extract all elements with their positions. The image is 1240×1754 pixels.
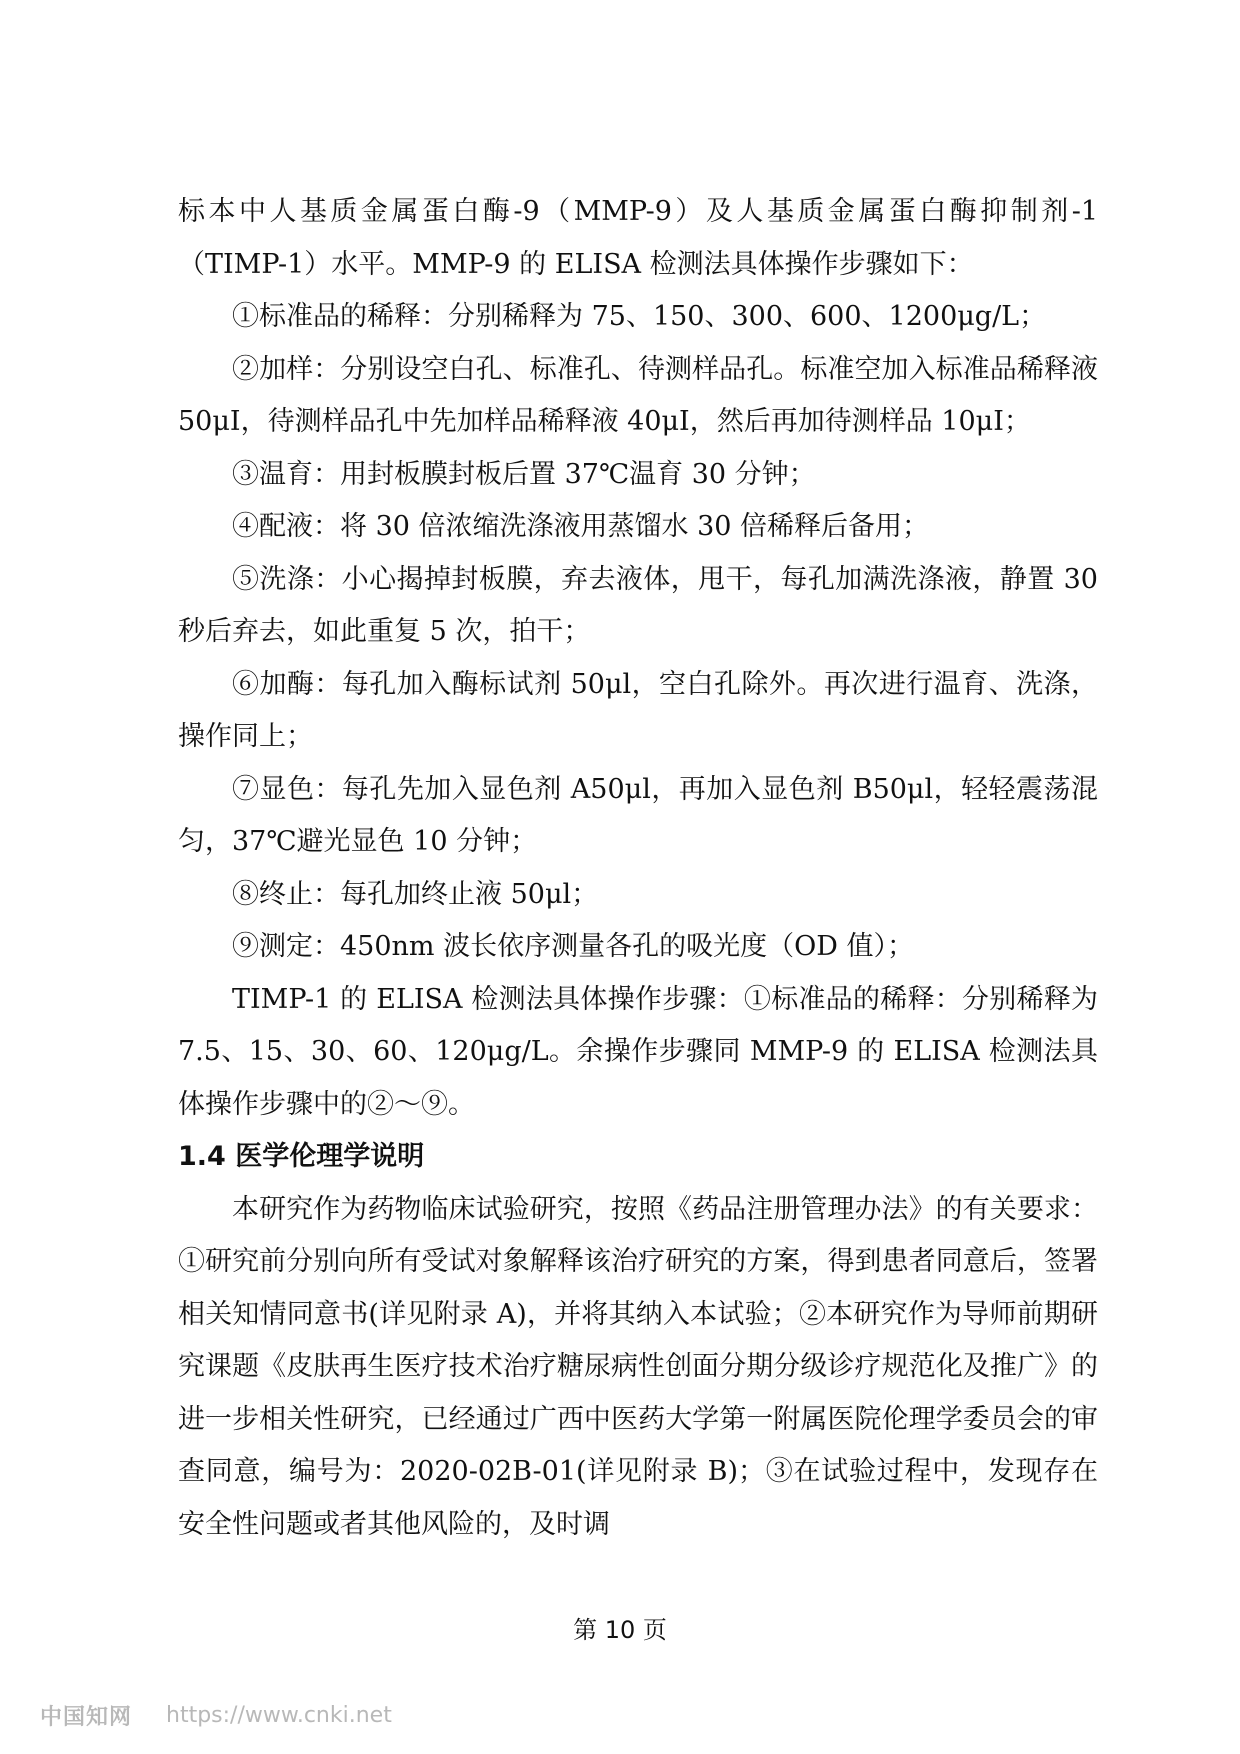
step-8-stop: ⑧终止：每孔加终止液 50μl； <box>232 878 599 910</box>
cnki-logo: 中国知网 <box>40 1705 133 1730</box>
paragraph-timp1: TIMP-1 的 ELISA 检测法具体操作步骤：①标准品的稀释：分别稀释为 7.5、15、30、60、120μg/L。余操作步骤同 MMP-9 的 ELISA 检测法具体操作步骤中的②～⑨。 <box>178 983 1098 1120</box>
page-number: 第 10 页 <box>573 1616 667 1644</box>
step-2-sampling: ②加样：分别设空白孔、标准孔、待测样品孔。标准空加入标准品稀释液 50μI，待测样品孔中先加样品稀释液 40μI，然后再加待测样品 10μI； <box>178 353 1098 437</box>
paragraph-intro: 标本中人基质金属蛋白酶-9（MMP-9）及人基质金属蛋白酶抑制剂-1（TIMP-1）水平。MMP-9 的 ELISA 检测法具体操作步骤如下： <box>178 196 1098 280</box>
cnki-url: https://www.cnki.net <box>166 1703 392 1728</box>
step-1-dilution: ①标准品的稀释：分别稀释为 75、150、300、600、1200μg/L； <box>232 301 1047 332</box>
step-4-solution: ④配液：将 30 倍浓缩洗涤液用蒸馏水 30 倍稀释后备用； <box>232 511 930 542</box>
footer-watermark <box>40 1700 392 1731</box>
step-3-incubation: ③温育：用封板膜封板后置 37℃温育 30 分钟； <box>232 458 816 490</box>
step-6-enzyme: ⑥加酶：每孔加入酶标试剂 50μl，空白孔除外。再次进行温育、洗涤，操作同上； <box>178 668 1098 752</box>
step-5-washing: ⑤洗涤：小心揭掉封板膜，弃去液体，甩干，每孔加满洗涤液，静置 30 秒后弃去，如此重复 5 次，拍干； <box>178 563 1098 647</box>
body-text <box>178 186 1098 1551</box>
step-9-measure: ⑨测定：450nm 波长依序测量各孔的吸光度（OD 值）； <box>232 931 914 962</box>
paragraph-ethics: 本研究作为药物临床试验研究，按照《药品注册管理办法》的有关要求：①研究前分别向所有受试对象解释该治疗研究的方案，得到患者同意后，签署相关知情同意书(详见附录 A)，并将其纳入本试验；②本研究作为导师前期研究课题《皮肤再生医疗技术治疗糖尿病性创面分期分级诊疗规范化及推广》的进一步相关性研究，已经通过广西中医药大学第一附属医院伦理学委员会的审查同意，编号为：2020-02B-01(详见附录 B)；③在试验过程中，发现存在安全性问题或者其他风险的，及时调 <box>178 1193 1098 1540</box>
step-7-color: ⑦显色：每孔先加入显色剂 A50μl，再加入显色剂 B50μl，轻轻震荡混匀，37℃避光显色 10 分钟； <box>178 773 1098 857</box>
section-heading: 1.4 医学伦理学说明 <box>178 1141 425 1172</box>
